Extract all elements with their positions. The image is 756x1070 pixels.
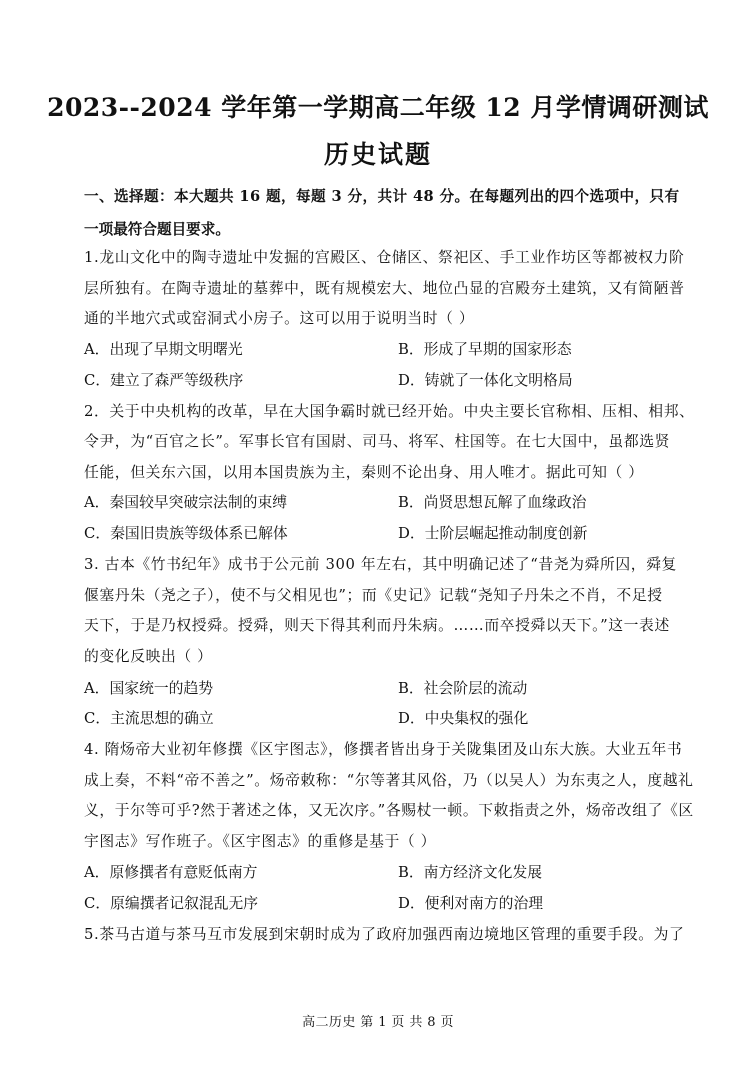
question-1-line-1: 1.龙山文化中的陶寺遗址中发掘的宫殿区、仓储区、祭祀区、手工业作坊区等都被权力阶 bbox=[84, 249, 685, 266]
question-1-line-3: 通的半地穴式或窑洞式小房子。这可以用于说明当时（ ） bbox=[84, 310, 475, 327]
question-4-line-3: 义，于尔等可乎?然于著述之体，又无次序。”各赐杖一顿。下敕指责之外，炀帝改组了《区 bbox=[84, 802, 694, 819]
question-4-option-c: C．原编撰者记叙混乱无序 bbox=[84, 895, 259, 912]
question-3-line-4: 的变化反映出（ ） bbox=[84, 648, 213, 665]
question-4-line-4: 宇图志》写作班子。《区宇图志》的重修是基于（ ） bbox=[84, 833, 437, 850]
exam-title: 2023--2024 学年第一学期高二年级 12 月学情调研测试 bbox=[47, 93, 709, 122]
question-2-line-3: 任能，但关东六国，以用本国贵族为主，秦则不论出身、用人唯才。据此可知（ ） bbox=[84, 464, 644, 481]
question-1-option-d: D．铸就了一体化文明格局 bbox=[398, 372, 573, 389]
question-2-option-b: B．尚贤思想瓦解了血缘政治 bbox=[398, 494, 587, 511]
question-3-option-a: A．国家统一的趋势 bbox=[84, 680, 214, 697]
question-4-option-d: D．便利对南方的治理 bbox=[398, 895, 544, 912]
question-2-option-c: C．秦国旧贵族等级体系已解体 bbox=[84, 525, 288, 542]
question-3-option-d: D．中央集权的强化 bbox=[398, 710, 529, 727]
question-2-line-2: 令尹，为“百官之长”。军事长官有国尉、司马、将军、柱国等。在七大国中，虽都选贤 bbox=[84, 433, 671, 450]
question-2-line-1: 2．关于中央机构的改革，早在大国争霸时就已经开始。中央主要长官称相、压相、相邦、 bbox=[84, 403, 695, 420]
section-instructions-line2: 一项最符合题目要求。 bbox=[84, 221, 230, 238]
question-1-option-c: C．建立了森严等级秩序 bbox=[84, 372, 244, 389]
question-3-option-b: B．社会阶层的流动 bbox=[398, 680, 528, 697]
question-3-line-3: 天下，于是乃权授舜。授舜，则天下得其利而丹朱病。……而卒授舜以天下。”这一表述 bbox=[84, 617, 670, 634]
question-1-option-b: B．形成了早期的国家形态 bbox=[398, 341, 572, 358]
page-footer: 高二历史 第 1 页 共 8 页 bbox=[302, 1015, 454, 1030]
question-3-line-1: 3. 古本《竹书纪年》成书于公元前 300 年左右，其中明确记述了“昔尧为舜所囚，舜复 bbox=[84, 556, 677, 573]
question-1-option-a: A．出现了早期文明曙光 bbox=[84, 341, 243, 358]
question-4-option-a: A．原修撰者有意贬低南方 bbox=[84, 864, 258, 881]
question-4-line-2: 成上奏，不料“帝不善之”。炀帝敕称：“尔等著其风俗，乃（以吴人）为东夷之人，度越礼 bbox=[84, 772, 694, 789]
question-5-line-1: 5.茶马古道与茶马互市发展到宋朝时成为了政府加强西南边境地区管理的重要手段。为了 bbox=[84, 926, 685, 943]
question-2-option-d: D．士阶层崛起推动制度创新 bbox=[398, 525, 588, 542]
question-4-line-1: 4. 隋炀帝大业初年修撰《区宇图志》，修撰者皆出身于关陇集团及山东大族。大业五年书 bbox=[84, 741, 683, 758]
question-2-option-a: A．秦国较早突破宗法制的束缚 bbox=[84, 494, 288, 511]
question-3-line-2: 偃塞丹朱（尧之子），使不与父相见也”；而《史记》记载“尧知子丹朱之不肖，不足授 bbox=[84, 587, 663, 604]
question-1-line-2: 层所独有。在陶寺遗址的墓葬中，既有规模宏大、地位凸显的宫殿夯土建筑，又有简陋普 bbox=[84, 280, 685, 297]
question-4-option-b: B．南方经济文化发展 bbox=[398, 864, 543, 881]
section-instructions-line1: 一、选择题：本大题共 16 题，每题 3 分，共计 48 分。在每题列出的四个选项中，只有 bbox=[84, 188, 680, 205]
question-3-option-c: C．主流思想的确立 bbox=[84, 710, 214, 727]
exam-subject-title: 历史试题 bbox=[323, 140, 432, 169]
